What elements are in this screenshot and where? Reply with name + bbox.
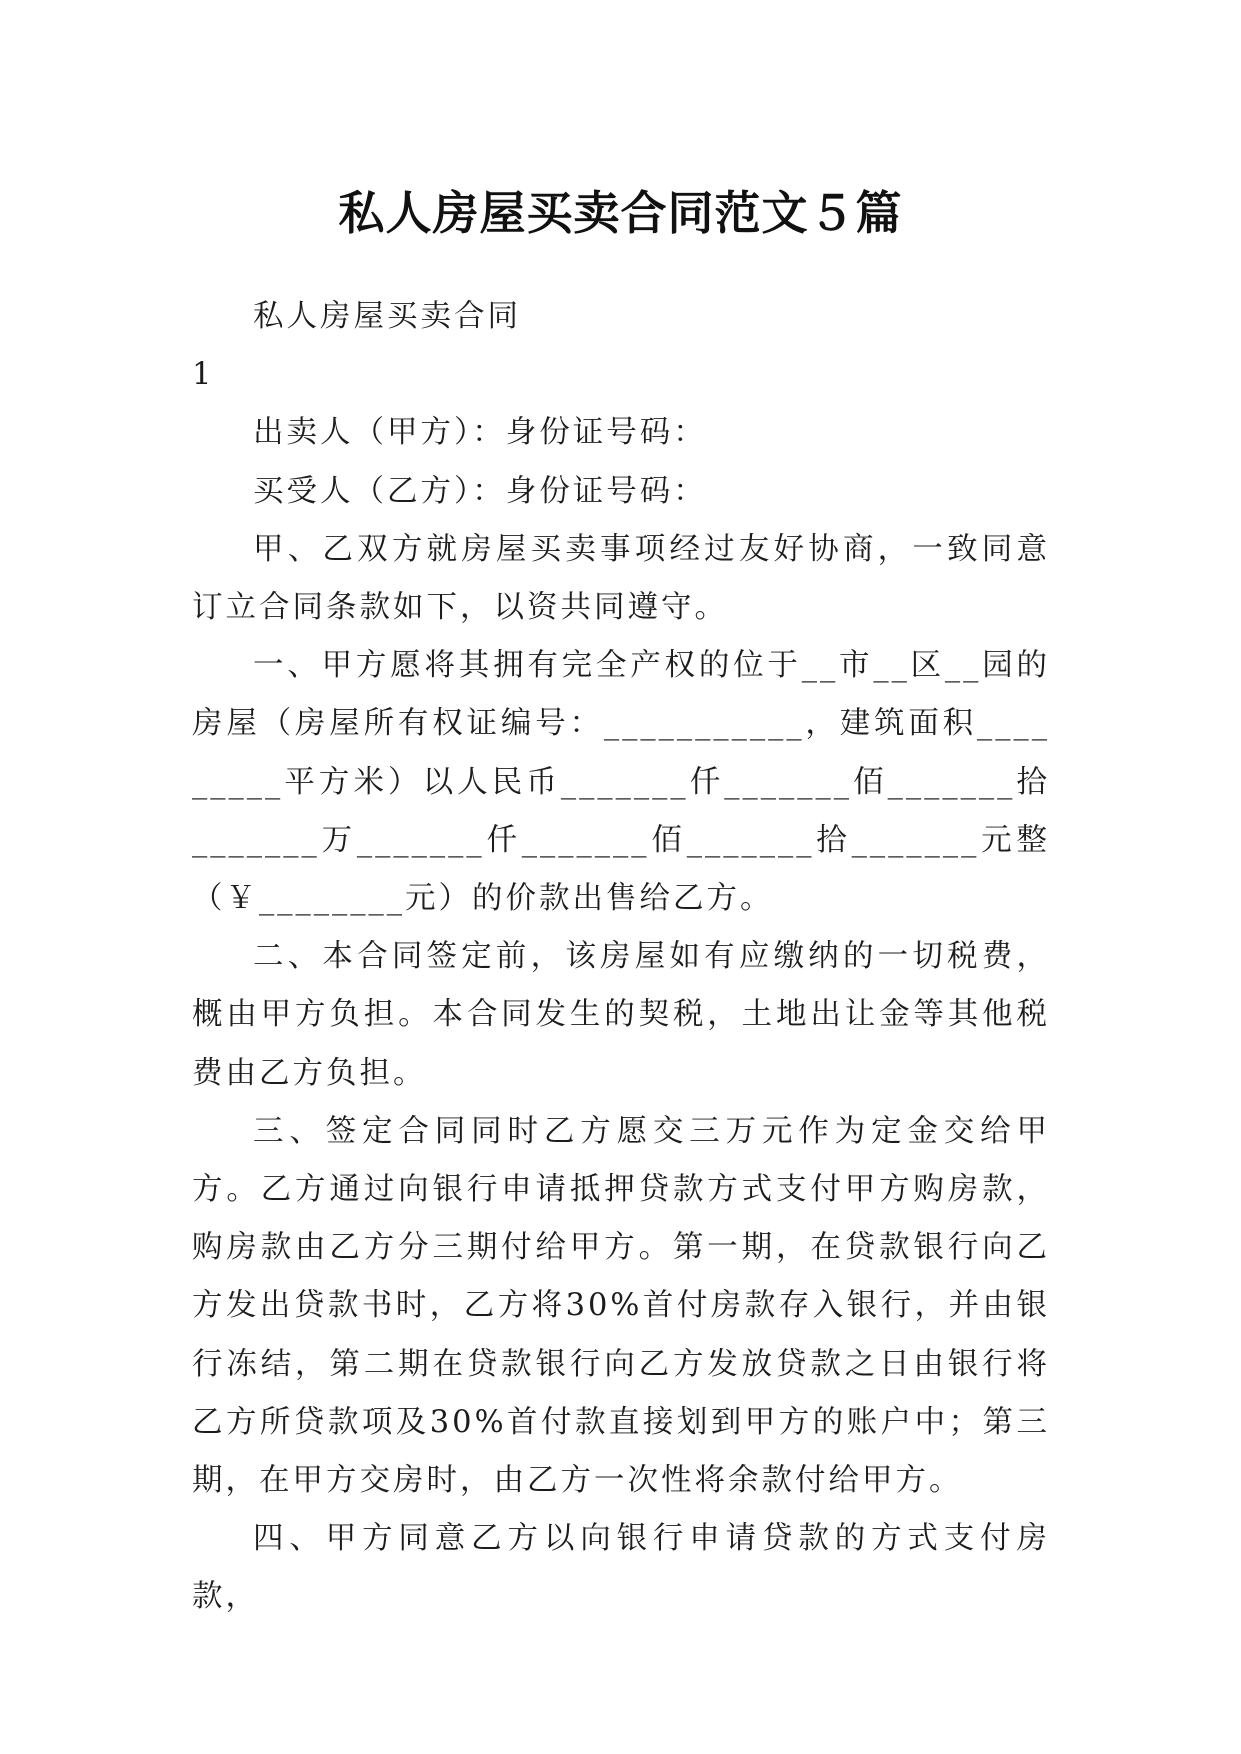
paragraph-clause-4: 四、甲方同意乙方以向银行申请贷款的方式支付房款， bbox=[192, 1521, 1050, 1615]
paragraph-preamble: 甲、乙双方就房屋买卖事项经过友好协商，一致同意订立合同条款如下，以资共同遵守。 bbox=[192, 531, 1050, 626]
paragraph-clause-3: 三、签定合同同时乙方愿交三万元作为定金交给甲方。乙方通过向银行申请抵押贷款方式支付甲方购房款，购房款由乙方分三期付给甲方。第一期，在贷款银行向乙方发出贷款书时，乙方将30%首付房款存入银行，并由银行冻结，第二期在贷款银行向乙方发放贷款之日由银行将乙方所贷款项及30%首付款直接划到甲方的账户中；第三期，在甲方交房时，由乙方一次性将余款付给甲方。 bbox=[192, 1113, 1050, 1499]
paragraph-seller: 出卖人（甲方）：身份证号码： bbox=[253, 415, 707, 451]
paragraph-buyer: 买受人（乙方）：身份证号码： bbox=[253, 473, 707, 509]
document-body bbox=[192, 288, 1050, 1627]
document-title: 私人房屋买卖合同范文５篇 bbox=[338, 185, 903, 240]
paragraph-number: 1 bbox=[192, 357, 215, 393]
paragraph-clause-2: 二、本合同签定前，该房屋如有应缴纳的一切税费，概由甲方负担。本合同发生的契税，土地出让金等其他税费由乙方负担。 bbox=[192, 939, 1050, 1091]
paragraph-contract-heading: 私人房屋买卖合同 bbox=[253, 299, 521, 334]
paragraph-clause-1: 一、甲方愿将其拥有完全产权的位于__市__区__园的房屋（房屋所有权证编号：___________，建筑面积_________平方米）以人民币_______仟_______佰_______拾_______万_______仟_______佰_______拾_______元整（￥________元）的价款出售给乙方。 bbox=[192, 648, 1050, 917]
